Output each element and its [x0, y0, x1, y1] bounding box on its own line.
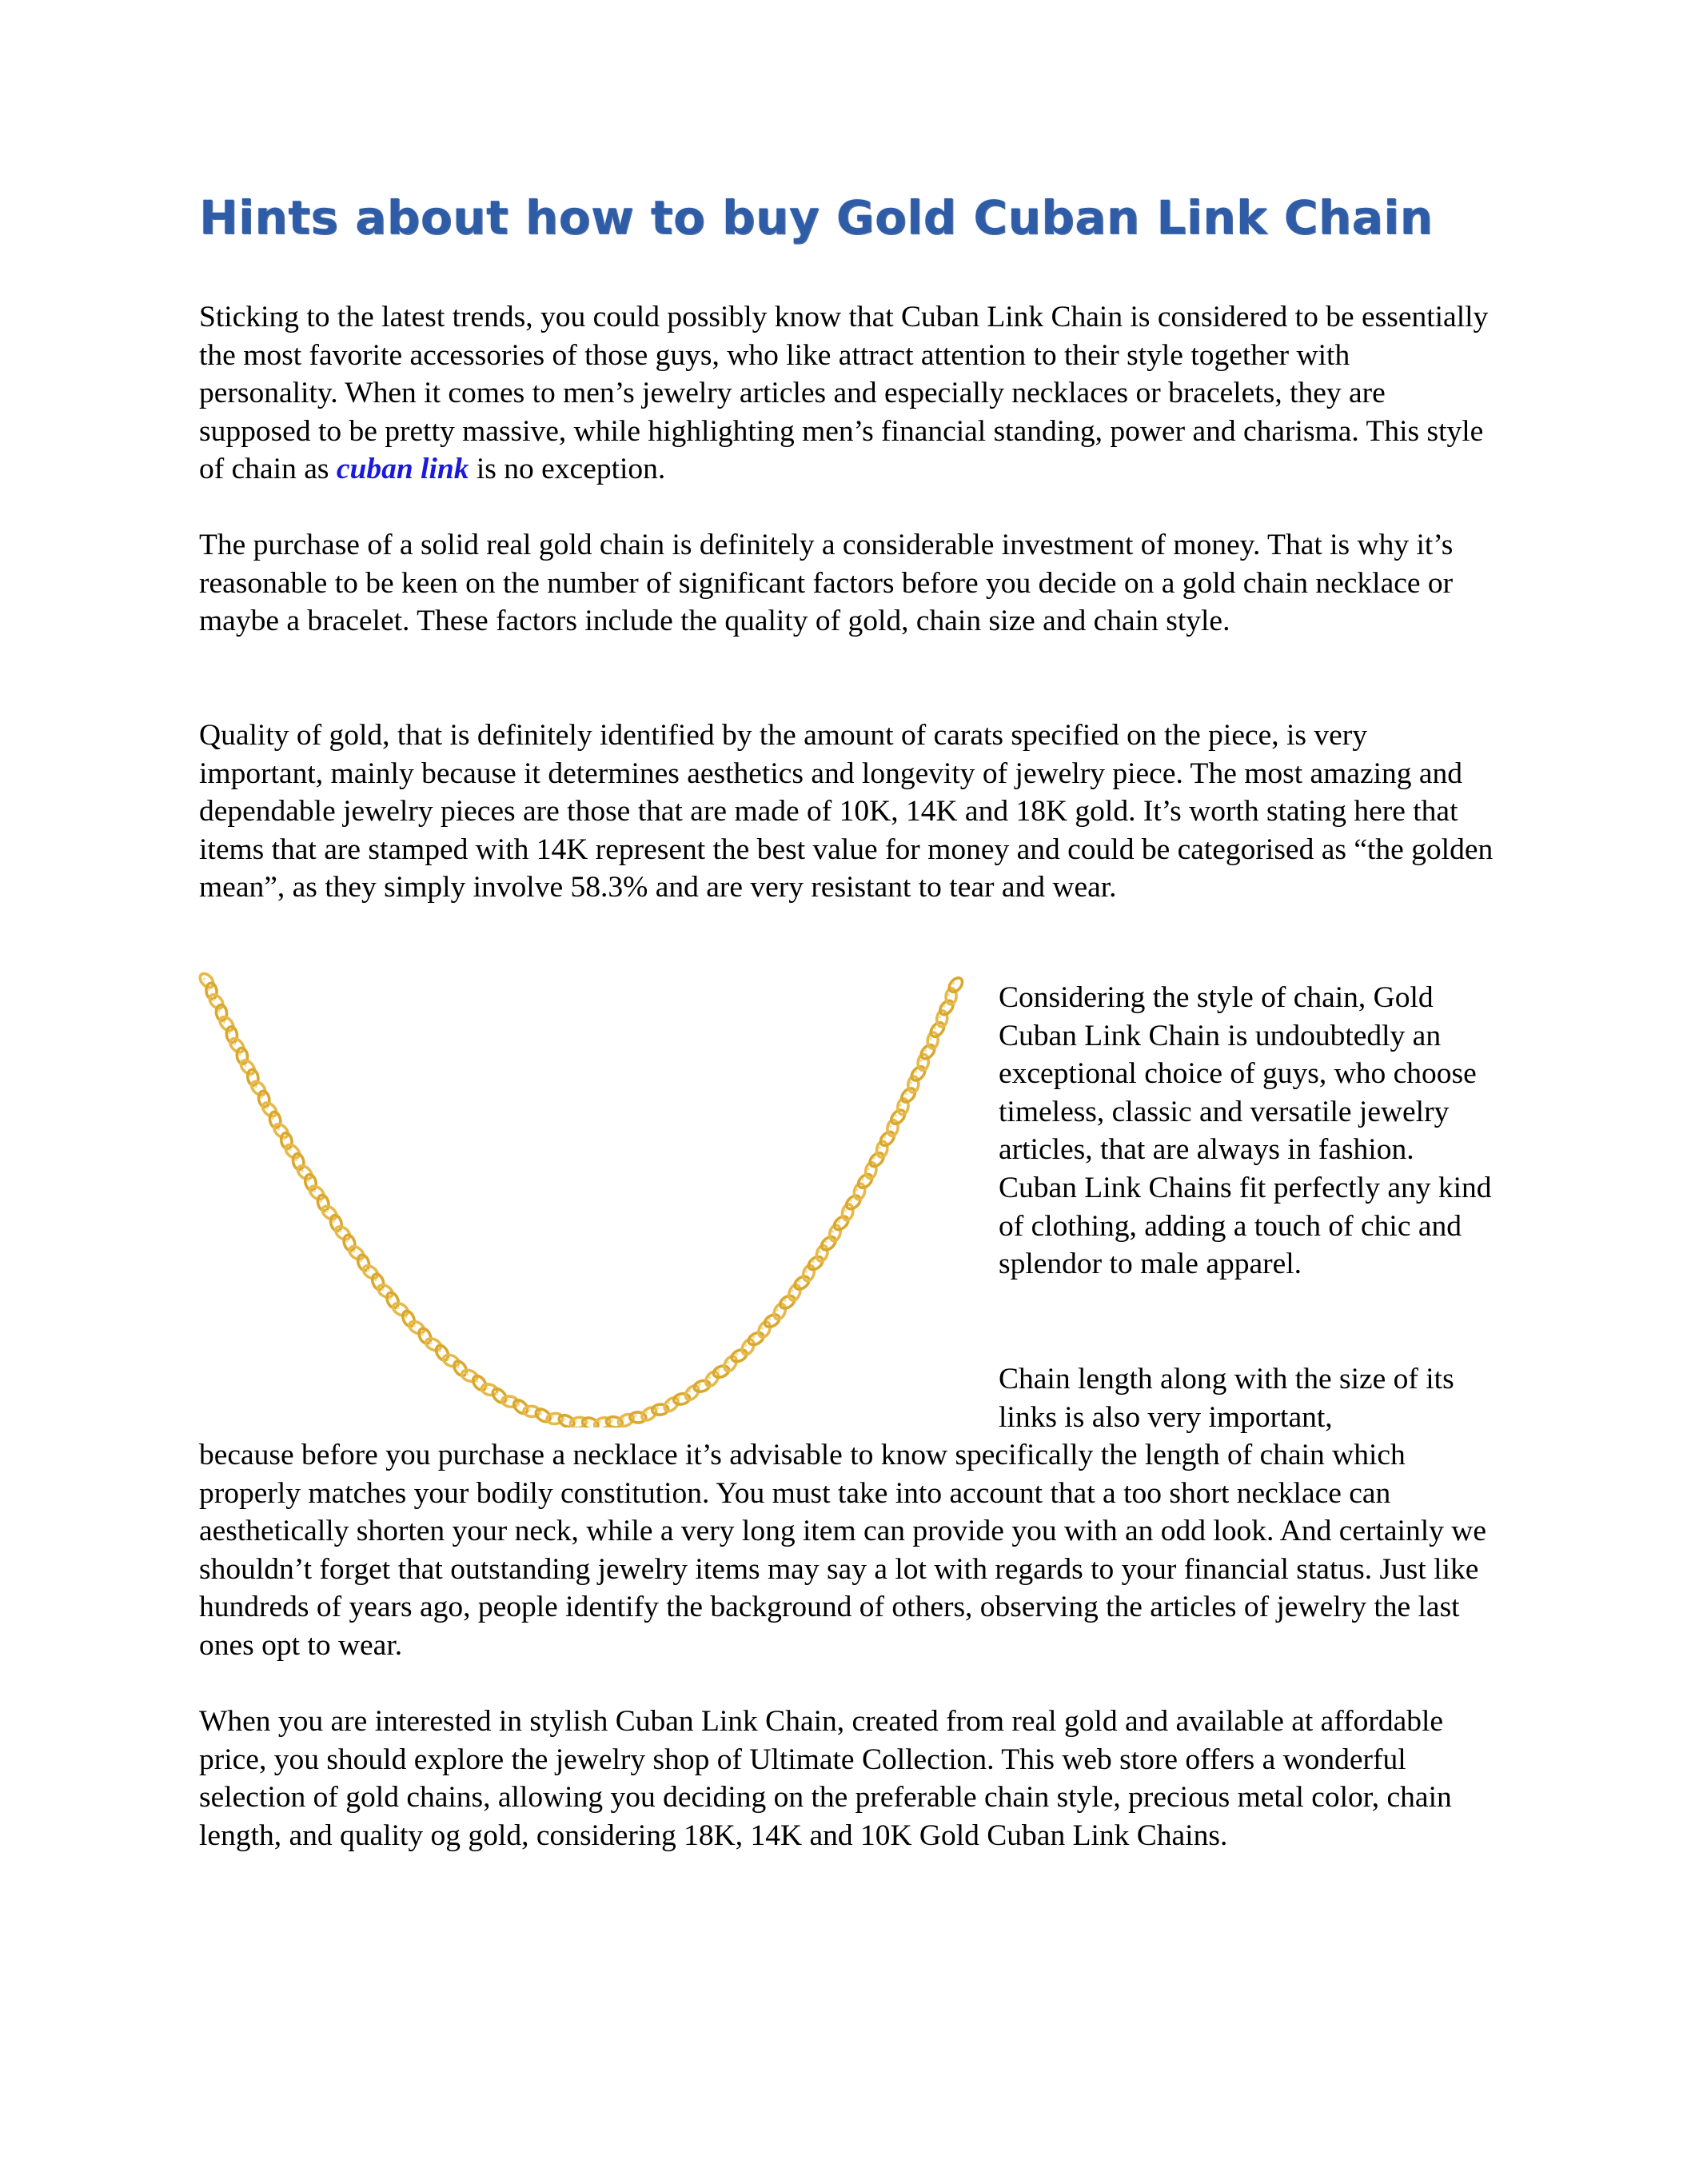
chain-link [347, 1244, 366, 1262]
chain-link-highlight [825, 1240, 828, 1243]
chain-link-highlight [381, 1288, 384, 1291]
chain-link-highlight [283, 1138, 285, 1140]
chain-link-highlight [496, 1393, 498, 1395]
chain-link-highlight [223, 1021, 225, 1024]
chain-link-highlight [203, 978, 205, 980]
chain-link-highlight [915, 1071, 917, 1073]
chain-link-highlight [528, 1408, 530, 1411]
paragraph-intro-text: Sticking to the latest trends, you could possibly know that Cuban Link Chain is considered to be essentially the most favorite accessories of those guys, who like attract attention to their style together with personality. When it comes to men’s jewelry articles and especially necklaces or bracelets, they are supposed to be pretty massive, while highlighting men’s financial standing, power and charisma. This style of chain as [199, 301, 1489, 486]
chain-link-highlight [791, 1290, 793, 1292]
chain-link-highlight [213, 999, 215, 1001]
chain-link-highlight [448, 1358, 450, 1360]
chain-link-highlight [599, 1420, 601, 1423]
chain-link-highlight [307, 1180, 309, 1182]
chain-link-highlight [768, 1318, 771, 1320]
chain-link [792, 1274, 812, 1292]
chain-link-highlight [457, 1366, 459, 1368]
chain-link-highlight [634, 1415, 636, 1417]
chain-link-highlight [466, 1373, 469, 1375]
chain-link [391, 1301, 410, 1318]
chain-link-highlight [301, 1170, 304, 1172]
chain-link-highlight [611, 1419, 613, 1422]
chain-link-highlight [698, 1383, 700, 1386]
chain-link-highlight [208, 988, 210, 991]
chain-link-highlight [587, 1420, 589, 1423]
chain-link-highlight [929, 1037, 931, 1040]
chain-link-highlight [844, 1209, 847, 1212]
chain-link-highlight [947, 993, 950, 996]
chain-link-highlight [313, 1190, 316, 1192]
chain-link-highlight [873, 1157, 875, 1160]
chain-link-highlight [688, 1390, 691, 1392]
chain-link-highlight [812, 1260, 815, 1263]
chain-link-highlight [622, 1417, 624, 1419]
chain-link-highlight [345, 1240, 348, 1243]
chain-link-highlight [353, 1250, 355, 1252]
chain-link-highlight [910, 1081, 912, 1084]
chain-link-highlight [295, 1159, 297, 1161]
chain-link-highlight [943, 1004, 945, 1007]
chain-link-highlight [736, 1353, 738, 1356]
chain-link-highlight [727, 1361, 729, 1364]
chain-link-highlight [867, 1168, 870, 1170]
chain-link-highlight [678, 1396, 680, 1399]
chain-link-highlight [934, 1027, 936, 1029]
chain-link [763, 1312, 782, 1330]
chain-link [320, 1204, 339, 1222]
chain-link-highlight [272, 1117, 274, 1120]
chain-link-highlight [708, 1376, 711, 1379]
chain-link-highlight [405, 1316, 407, 1318]
chain-link-highlight [862, 1178, 864, 1180]
chain-link-highlight [333, 1220, 335, 1223]
chain-link-highlight [798, 1280, 800, 1283]
chain-link-highlight [905, 1092, 907, 1095]
chain-link-highlight [760, 1327, 763, 1329]
chain-link-highlight [228, 1032, 230, 1034]
chain-link-highlight [889, 1125, 891, 1128]
chain-link [778, 1293, 797, 1311]
chain-link [703, 1369, 720, 1388]
chain-link [832, 1214, 851, 1232]
chain-link-highlight [952, 982, 955, 984]
paragraph-ultimate-collection: When you are interested in stylish Cuban Link Chain, created from real gold and available at affordable price, you should explore the jewelry shop of Ultimate Collection. This web store offers a wonderful selection of gold chains, allowing you deciding on the preferable chain style, precious metal color, chain length, and quality og gold, considering 18K, 14K and 10K Gold Cuban Link Chains. [199, 1705, 1452, 1852]
chain-link-highlight [899, 1104, 902, 1106]
chain-link-highlight [645, 1411, 648, 1413]
chain-link-highlight [244, 1064, 246, 1067]
paragraph-chain-style: Considering the style of chain, Gold Cuban Link Chain is undoubtedly an exceptional choice of guys, who choose timeless, classic and versatile jewelry articles, that are always in fashion. Cuban Link Chains fit perfectly any kind of clothing, adding a touch of chic and splendor to male apparel. [999, 981, 1492, 1281]
chain-link [747, 1330, 766, 1347]
chain-link-highlight [668, 1402, 670, 1404]
chain-link-highlight [289, 1148, 291, 1151]
chain-link-highlight [832, 1230, 834, 1232]
paragraph-chain-length-start: Chain length along with the size of its links is also very important, [999, 1363, 1454, 1434]
chain-link-highlight [744, 1344, 747, 1347]
chain-link-highlight [238, 1053, 241, 1056]
chain-link-highlight [819, 1251, 821, 1253]
paragraph-gold-quality: Quality of gold, that is definitely identified by the amount of carats specified on the piece, is very important, mainly because it determines aesthetics and longevity of jewelry piece. The most amazing and dependable jewelry pieces are those that are made of 10K, 14K and 18K gold. It’s worth stating here that items that are stamped with 14K represent the best value for money and could be categorised as “the golden mean”, as they simply involve 58.3% and are very resistant to tear and wear. [199, 719, 1494, 904]
chain-link-highlight [776, 1309, 779, 1312]
chain-link-highlight [784, 1300, 786, 1302]
chain-link-highlight [320, 1200, 322, 1203]
gold-chain-image [198, 972, 966, 1427]
chain-link-highlight [540, 1412, 542, 1415]
chain-links [198, 972, 965, 1427]
chain-link-highlight [255, 1085, 257, 1088]
chain-link-highlight [325, 1210, 328, 1212]
page-title: Hints about how to buy Gold Cuban Link Chain [199, 190, 1434, 245]
chain-link-highlight [752, 1336, 755, 1338]
chain-link-highlight [883, 1136, 886, 1138]
chain-link-highlight [486, 1387, 489, 1389]
chain-link-highlight [367, 1269, 369, 1272]
chain-link-highlight [397, 1307, 399, 1309]
chain-link-highlight [266, 1107, 269, 1109]
chain-link-highlight [879, 1147, 881, 1149]
chain-link-highlight [277, 1128, 280, 1131]
chain-link [361, 1264, 380, 1281]
chain-link-highlight [717, 1369, 720, 1371]
paragraph-intro [199, 298, 1494, 489]
paragraph-investment: The purchase of a solid real gold chain is definitely a considerable investment of money. That is why it’s reasonable to be keen on the number of significant factors before you decide on a gold chain necklace or maybe a bracelet. These factors include the quality of gold, chain size and chain style. [199, 529, 1454, 638]
chain-link-highlight [413, 1324, 416, 1327]
chain-link-highlight [850, 1200, 852, 1202]
chain-link-highlight [838, 1220, 840, 1223]
chain-link-highlight [924, 1049, 927, 1052]
chain-link-highlight [261, 1096, 263, 1099]
chain-link-highlight [389, 1297, 392, 1300]
chain-link-highlight [233, 1043, 236, 1045]
chain-link-highlight [439, 1350, 441, 1352]
chain-link-highlight [939, 1016, 941, 1018]
chain-link-highlight [855, 1188, 858, 1191]
chain-link-highlight [360, 1260, 362, 1262]
chain-link-highlight [805, 1270, 808, 1272]
chain-link-highlight [551, 1415, 553, 1418]
chain-link-highlight [895, 1114, 897, 1116]
chain-link-highlight [374, 1279, 377, 1281]
chain-link-highlight [249, 1075, 252, 1077]
chain-link-highlight [506, 1399, 508, 1401]
paragraph-intro-end: is no exception. [469, 453, 666, 486]
cuban-link-link[interactable]: cuban link [336, 453, 469, 486]
chain-link-highlight [217, 1010, 220, 1012]
chain-link-highlight [517, 1404, 520, 1407]
chain-link-highlight [575, 1419, 577, 1422]
chain-link-highlight [656, 1407, 659, 1409]
chain-link-highlight [919, 1060, 922, 1062]
chain-link-highlight [429, 1342, 432, 1344]
chain-link-highlight [339, 1230, 341, 1232]
chain-link [376, 1283, 395, 1300]
chain-link-highlight [421, 1333, 424, 1336]
chain-link-highlight [563, 1418, 565, 1420]
chain-link [947, 976, 965, 995]
paragraph-chain-length: because before you purchase a necklace it’s advisable to know specifically the length of chain which properly matches your bodily constitution. You must take into account that a too short necklace can aesthetically shorten your neck, while a very long item can provide you with an odd look. And certainly we shouldn’t forget that outstanding jewelry items may say a lot with regards to your financial status. Just like hundreds of years ago, people identify the background of others, observing the articles of jewelry the last ones opt to wear. [199, 1439, 1486, 1662]
chain-link-highlight [476, 1380, 478, 1383]
